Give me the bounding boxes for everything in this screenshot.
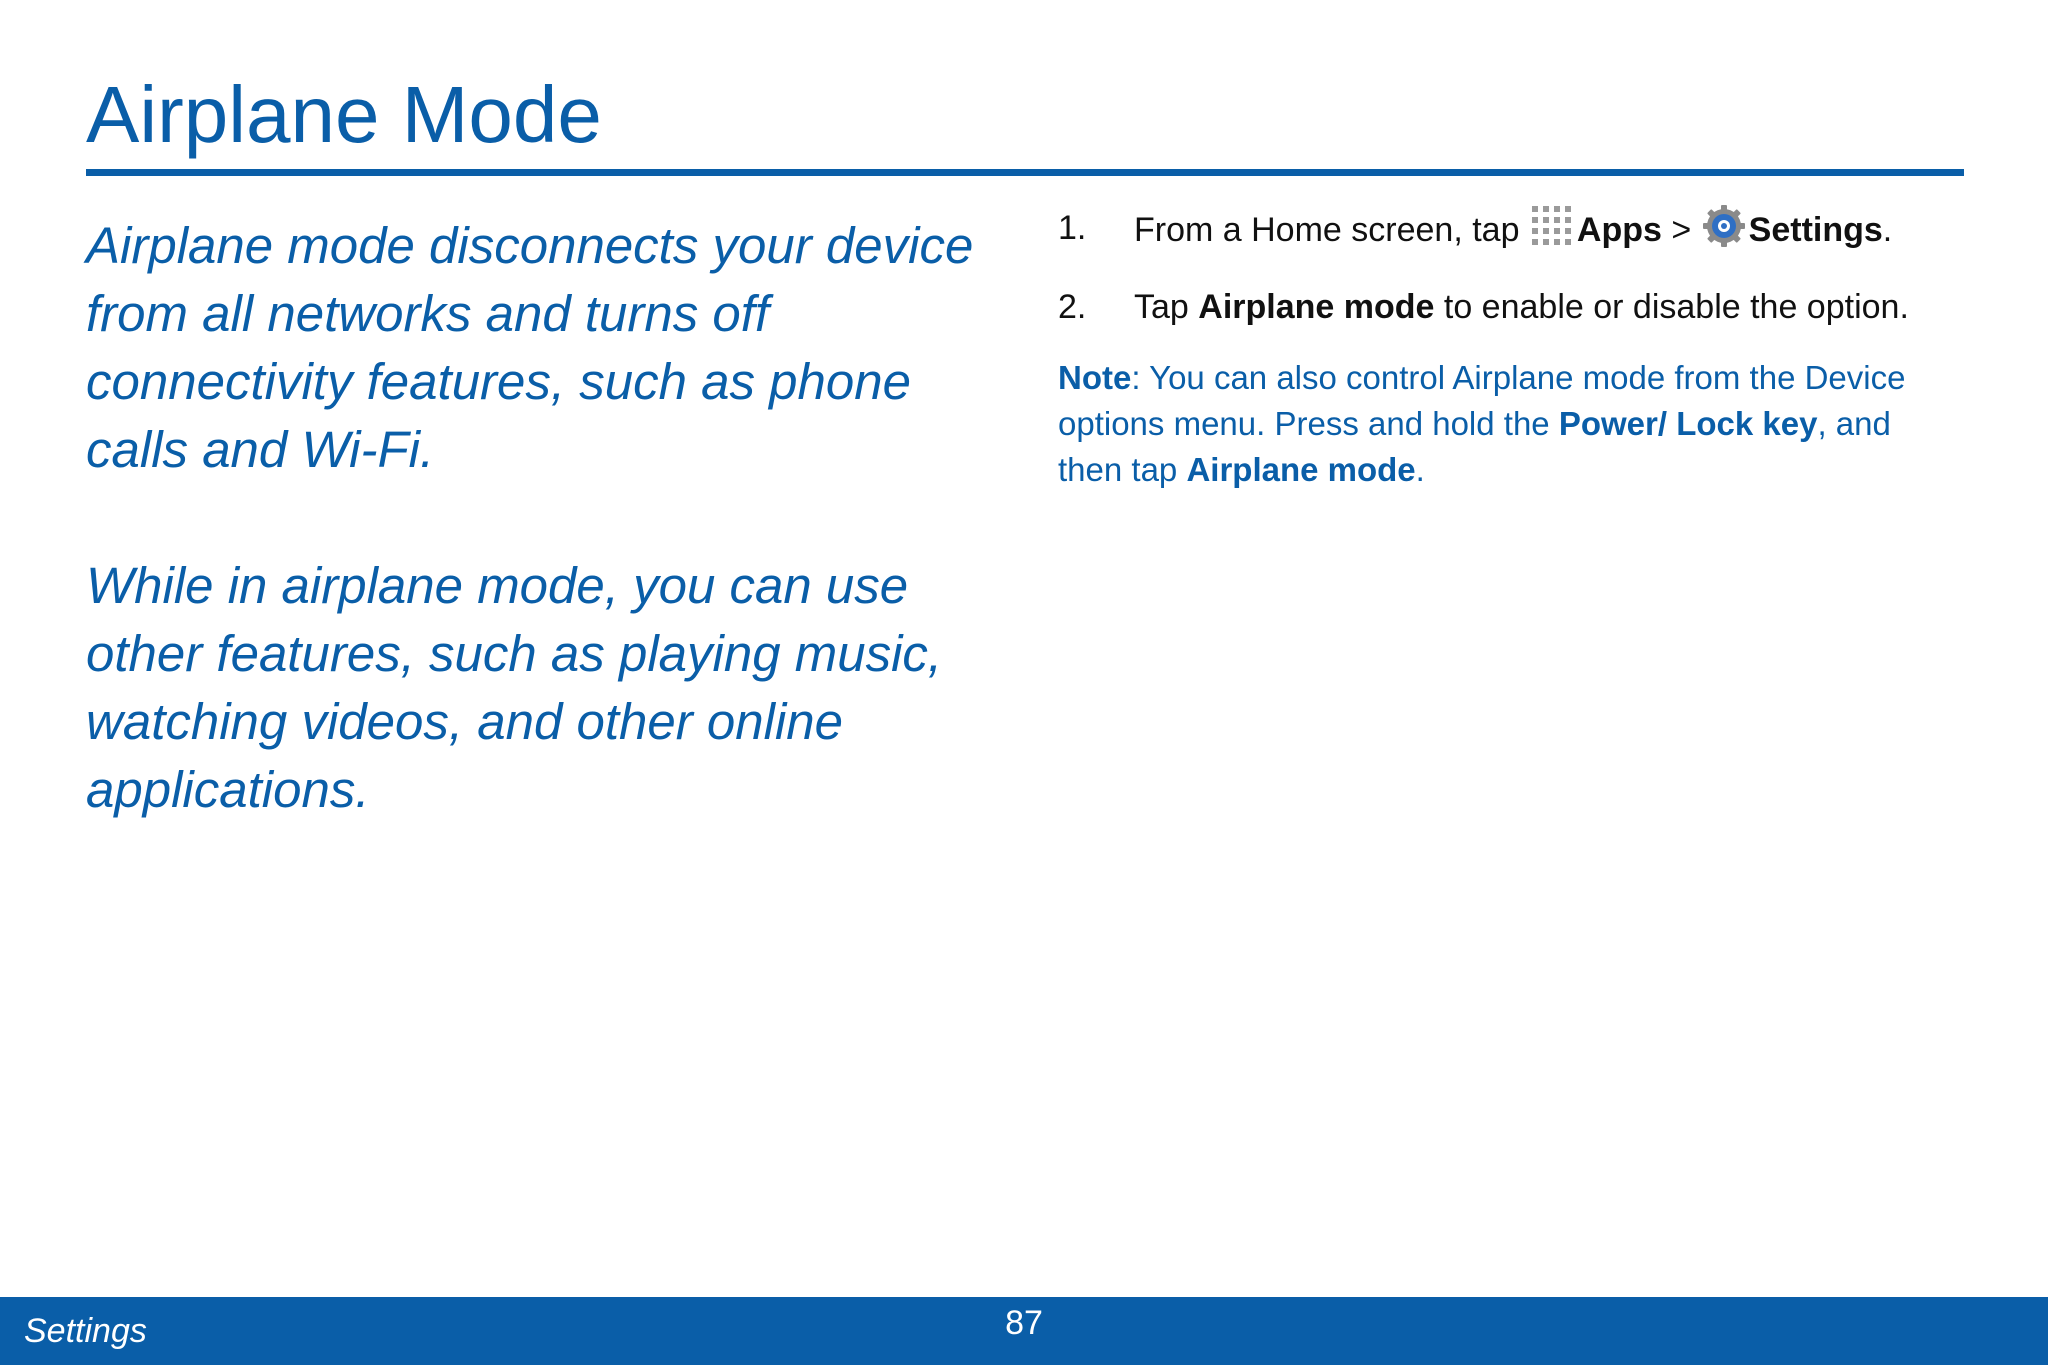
step-separator: >	[1661, 211, 1701, 249]
step-2	[1058, 284, 1958, 330]
settings-gear-icon	[1703, 205, 1745, 259]
note-text-end: .	[1415, 451, 1425, 488]
step-text: Tap	[1134, 288, 1199, 326]
power-lock-key-label: Power/ Lock key	[1558, 405, 1818, 442]
step-number: 1.	[1058, 209, 1087, 247]
apps-grid-icon	[1531, 205, 1573, 259]
intro-paragraph-2: While in airplane mode, you can use other features, such as playing music, watching videos, and other online applications.	[86, 557, 943, 818]
intro-text	[86, 212, 1016, 892]
step-1	[1058, 205, 1958, 259]
page-number: 87	[1005, 1304, 1043, 1342]
note	[1058, 355, 1958, 493]
page-title: Airplane Mode	[86, 70, 602, 159]
step-number: 2.	[1058, 288, 1087, 326]
title-divider	[86, 169, 1964, 176]
apps-label: Apps	[1576, 211, 1662, 249]
note-text: : You can also control Airplane mode from the Device options menu. Press and hold the	[1058, 359, 1906, 442]
instructions	[1058, 205, 1958, 493]
intro-paragraph-1: Airplane mode disconnects your device from all networks and turns off connectivity features, such as phone calls and Wi-Fi.	[86, 217, 974, 478]
step-end: .	[1882, 211, 1893, 249]
footer-bar	[0, 1297, 2048, 1365]
step-text: From a Home screen, tap	[1134, 211, 1529, 249]
note-text: , and then tap	[1058, 405, 1891, 488]
note-label: Note	[1058, 359, 1132, 396]
footer-section-name: Settings	[24, 1312, 147, 1350]
airplane-mode-label: Airplane mode	[1186, 451, 1416, 488]
settings-label: Settings	[1748, 211, 1883, 249]
airplane-mode-label: Airplane mode	[1198, 288, 1435, 326]
step-text-end: to enable or disable the option.	[1434, 288, 1909, 326]
